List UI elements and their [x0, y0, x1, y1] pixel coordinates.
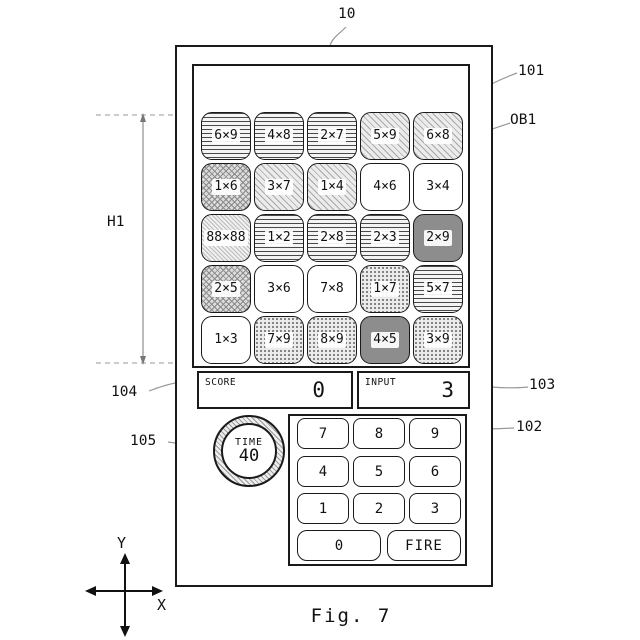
- ref-label-keypad: 102: [516, 419, 543, 435]
- ref-label-screen: 101: [518, 63, 545, 79]
- grid-tile[interactable]: [307, 163, 357, 211]
- axis-arrow-right: [152, 586, 163, 596]
- grid-tile[interactable]: [201, 316, 251, 364]
- ref-label-score: 104: [111, 384, 138, 400]
- tile-label: 4×8: [267, 128, 291, 143]
- figure-caption: Fig. 7: [310, 605, 392, 627]
- grid-tile[interactable]: [254, 112, 304, 160]
- grid-tile[interactable]: [307, 265, 357, 313]
- tile-label: 8×9: [320, 332, 344, 347]
- tile-label: 5×9: [373, 128, 397, 143]
- score-display: [197, 371, 353, 409]
- tile-label: 1×7: [373, 281, 397, 296]
- key-1[interactable]: 1: [297, 493, 349, 524]
- ref-label-timer: 105: [130, 433, 157, 449]
- input-value: 3: [441, 378, 454, 402]
- tile-label: 5×7: [426, 281, 450, 296]
- key-4[interactable]: 4: [297, 456, 349, 487]
- tile-label: 2×3: [373, 230, 397, 245]
- key-9[interactable]: 9: [409, 418, 461, 449]
- axis-arrow-up: [120, 553, 130, 564]
- axis-arrow-left: [85, 586, 96, 596]
- tile-label: 6×8: [426, 128, 450, 143]
- axis-cross: [85, 553, 163, 637]
- axis-x-label: X: [157, 596, 167, 614]
- grid-tile[interactable]: [254, 316, 304, 364]
- tile-label: 3×9: [426, 332, 450, 347]
- tile-label: 2×5: [214, 281, 238, 296]
- tile-label: 2×7: [320, 128, 344, 143]
- numeric-keypad: [288, 414, 467, 566]
- score-label: SCORE: [205, 377, 237, 388]
- grid-tile[interactable]: [307, 112, 357, 160]
- ref-label-input: 103: [529, 377, 556, 393]
- ref-label-device: 10: [338, 6, 356, 22]
- input-label: INPUT: [365, 377, 397, 388]
- grid-tile-ob1[interactable]: [413, 112, 463, 160]
- tile-label: 3×6: [267, 281, 291, 296]
- key-3[interactable]: 3: [409, 493, 461, 524]
- grid-tile[interactable]: [201, 214, 251, 262]
- tile-label: 7×9: [267, 332, 291, 347]
- axis-y-label: Y: [117, 534, 127, 552]
- input-display: [357, 371, 470, 409]
- grid-tile[interactable]: [360, 265, 410, 313]
- grid-tile[interactable]: [413, 214, 463, 262]
- tile-label: 4×6: [373, 179, 397, 194]
- grid-tile[interactable]: [413, 316, 463, 364]
- grid-tile[interactable]: [254, 163, 304, 211]
- fire-button[interactable]: FIRE: [387, 530, 461, 561]
- tile-label: 7×8: [320, 281, 344, 296]
- grid-tile[interactable]: [360, 112, 410, 160]
- h1-dimension-arrow: [140, 113, 146, 365]
- key-0[interactable]: 0: [297, 530, 381, 561]
- tile-label: 2×9: [426, 230, 450, 245]
- timer-value: 40: [238, 446, 260, 466]
- grid-tile[interactable]: [201, 265, 251, 313]
- tile-label: 1×6: [214, 179, 238, 194]
- grid-tile[interactable]: [360, 316, 410, 364]
- grid-tile[interactable]: [413, 163, 463, 211]
- timer-label: TIME: [234, 437, 264, 448]
- grid-tile[interactable]: [413, 265, 463, 313]
- tile-label: 2×8: [320, 230, 344, 245]
- timer-ring: [213, 415, 285, 487]
- score-value: 0: [312, 378, 325, 402]
- grid-tile[interactable]: [201, 112, 251, 160]
- leader-10: [330, 27, 346, 46]
- key-8[interactable]: 8: [353, 418, 405, 449]
- tile-label: 1×3: [214, 332, 238, 347]
- grid-tile[interactable]: [254, 265, 304, 313]
- tile-label: 1×4: [320, 179, 344, 194]
- tile-label: 6×9: [214, 128, 238, 143]
- axis-arrow-down: [120, 626, 130, 637]
- grid-tile[interactable]: [201, 163, 251, 211]
- grid-tile[interactable]: [360, 163, 410, 211]
- tile-label: 88×88: [206, 230, 246, 245]
- ref-label-height: H1: [107, 214, 125, 230]
- tile-label: 4×5: [373, 332, 397, 347]
- timer-face: [221, 423, 277, 479]
- grid-tile[interactable]: [360, 214, 410, 262]
- ref-label-object: OB1: [510, 112, 537, 128]
- problem-tile-grid: [201, 112, 463, 364]
- key-5[interactable]: 5: [353, 456, 405, 487]
- tile-label: 3×7: [267, 179, 291, 194]
- tile-label: 3×4: [426, 179, 450, 194]
- grid-tile[interactable]: [307, 316, 357, 364]
- tile-label: 1×2: [267, 230, 291, 245]
- key-7[interactable]: 7: [297, 418, 349, 449]
- grid-tile[interactable]: [307, 214, 357, 262]
- grid-tile[interactable]: [254, 214, 304, 262]
- key-6[interactable]: 6: [409, 456, 461, 487]
- key-2[interactable]: 2: [353, 493, 405, 524]
